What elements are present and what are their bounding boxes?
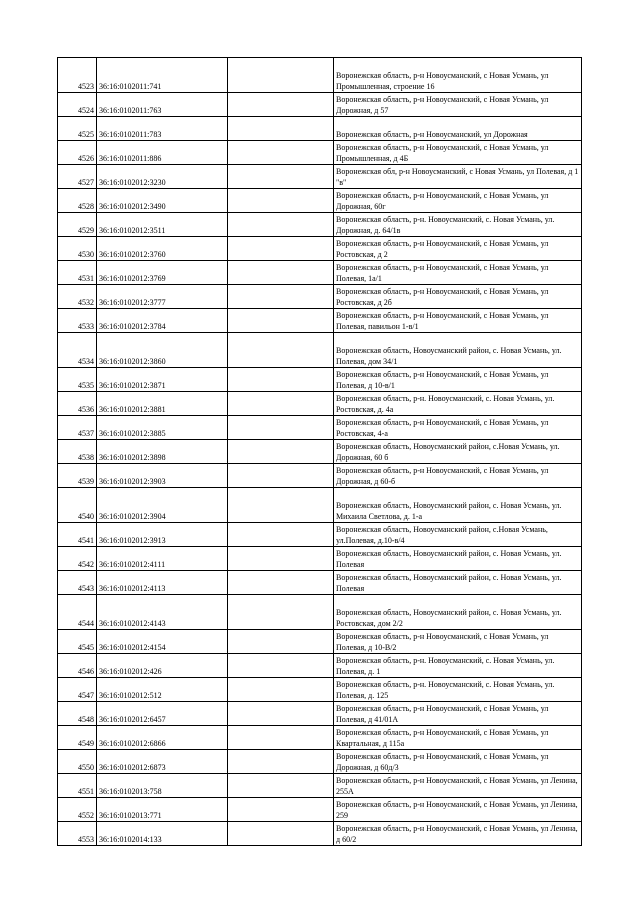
- registry-table: [57, 57, 582, 846]
- address-cell: Воронежская область, Новоусманский район, с.Новая Усмань, ул. Дорожная, 60 б: [334, 440, 582, 464]
- empty-cell: [228, 464, 334, 488]
- row-number: 4538: [58, 440, 97, 464]
- cadastral-number: 36:16:0102012:3230: [97, 165, 228, 189]
- table-row: [58, 165, 582, 189]
- empty-cell: [228, 726, 334, 750]
- address-cell: Воронежская область, р-н Новоусманский, с Новая Усмань, ул Полевая, д 10-В/2: [334, 630, 582, 654]
- table-row: [58, 488, 582, 523]
- address-cell: Воронежская область, р-н Новоусманский, с Новая Усмань, ул Ростовская, д 2б: [334, 285, 582, 309]
- cadastral-number: 36:16:0102012:6866: [97, 726, 228, 750]
- row-number: 4550: [58, 750, 97, 774]
- empty-cell: [228, 702, 334, 726]
- row-number: 4545: [58, 630, 97, 654]
- empty-cell: [228, 261, 334, 285]
- cadastral-number: 36:16:0102012:3881: [97, 392, 228, 416]
- empty-cell: [228, 571, 334, 595]
- cadastral-number: 36:16:0102012:6873: [97, 750, 228, 774]
- row-number: 4539: [58, 464, 97, 488]
- address-cell: Воронежская область, р-н Новоусманский, с Новая Усмань, ул Дорожная, д 60д/3: [334, 750, 582, 774]
- empty-cell: [228, 309, 334, 333]
- address-cell: Воронежская область, р-н Новоусманский, с Новая Усмань, ул Ленина, 255А: [334, 774, 582, 798]
- row-number: 4541: [58, 523, 97, 547]
- row-number: 4548: [58, 702, 97, 726]
- cadastral-number: 36:16:0102012:6457: [97, 702, 228, 726]
- empty-cell: [228, 189, 334, 213]
- cadastral-number: 36:16:0102014:133: [97, 822, 228, 846]
- cadastral-number: 36:16:0102012:3871: [97, 368, 228, 392]
- table-row: [58, 630, 582, 654]
- empty-cell: [228, 523, 334, 547]
- table-row: [58, 571, 582, 595]
- cadastral-number: 36:16:0102012:3777: [97, 285, 228, 309]
- empty-cell: [228, 488, 334, 523]
- row-number: 4543: [58, 571, 97, 595]
- table-row: [58, 333, 582, 368]
- address-cell: Воронежская область, р-н Новоусманский, с Новая Усмань, ул Ростовская, д 2: [334, 237, 582, 261]
- cadastral-number: 36:16:0102012:3784: [97, 309, 228, 333]
- table-row: [58, 261, 582, 285]
- empty-cell: [228, 547, 334, 571]
- empty-cell: [228, 392, 334, 416]
- empty-cell: [228, 654, 334, 678]
- empty-cell: [228, 798, 334, 822]
- row-number: 4529: [58, 213, 97, 237]
- table-row: [58, 237, 582, 261]
- address-cell: Воронежская область, р-н Новоусманский, с Новая Усмань, ул Дорожная, д 60-б: [334, 464, 582, 488]
- address-cell: Воронежская область, Новоусманский район, с.Новая Усмань, ул.Полевая, д.10-в/4: [334, 523, 582, 547]
- empty-cell: [228, 93, 334, 117]
- table-row: [58, 464, 582, 488]
- address-cell: Воронежская обл, р-н Новоусманский, с Новая Усмань, ул Полевая, д 1 "в": [334, 165, 582, 189]
- table-row: [58, 678, 582, 702]
- table-row: [58, 416, 582, 440]
- row-number: 4542: [58, 547, 97, 571]
- table-row: [58, 141, 582, 165]
- cadastral-number: 36:16:0102011:763: [97, 93, 228, 117]
- table-row: [58, 189, 582, 213]
- address-cell: Воронежская область, р-н Новоусманский, с Новая Усмань, ул Ленина, 259: [334, 798, 582, 822]
- empty-cell: [228, 237, 334, 261]
- row-number: 4549: [58, 726, 97, 750]
- row-number: 4540: [58, 488, 97, 523]
- table-row: [58, 93, 582, 117]
- address-cell: Воронежская область, Новоусманский район, с. Новая Усмань, ул. Ростовская, дом 2/2: [334, 595, 582, 630]
- address-cell: Воронежская область, р-н Новоусманский, с Новая Усмань, ул Ленина, д 60/2: [334, 822, 582, 846]
- address-cell: Воронежская область, Новоусманский район, с. Новая Усмань, ул. Полевая: [334, 547, 582, 571]
- empty-cell: [228, 630, 334, 654]
- empty-cell: [228, 774, 334, 798]
- table-row: [58, 822, 582, 846]
- empty-cell: [228, 58, 334, 93]
- cadastral-number: 36:16:0102012:3898: [97, 440, 228, 464]
- row-number: 4547: [58, 678, 97, 702]
- table-row: [58, 798, 582, 822]
- row-number: 4535: [58, 368, 97, 392]
- row-number: 4533: [58, 309, 97, 333]
- row-number: 4536: [58, 392, 97, 416]
- address-cell: Воронежская область, р-н Новоусманский, с Новая Усмань, ул Дорожная, д 57: [334, 93, 582, 117]
- address-cell: Воронежская область, р-н Новоусманский, с Новая Усмань, ул Промышленная, д 4Б: [334, 141, 582, 165]
- cadastral-number: 36:16:0102012:4113: [97, 571, 228, 595]
- cadastral-number: 36:16:0102012:512: [97, 678, 228, 702]
- row-number: 4537: [58, 416, 97, 440]
- cadastral-number: 36:16:0102012:4111: [97, 547, 228, 571]
- cadastral-number: 36:16:0102012:426: [97, 654, 228, 678]
- table-row: [58, 440, 582, 464]
- row-number: 4551: [58, 774, 97, 798]
- address-cell: Воронежская область, р-н Новоусманский, с Новая Усмань, ул Полевая, павильон 1-в/1: [334, 309, 582, 333]
- cadastral-number: 36:16:0102012:3903: [97, 464, 228, 488]
- cadastral-number: 36:16:0102012:3913: [97, 523, 228, 547]
- address-cell: Воронежская область, Новоусманский район, с. Новая Усмань, ул. Полевая, дом 34/1: [334, 333, 582, 368]
- registry-table-body: [58, 58, 582, 846]
- empty-cell: [228, 333, 334, 368]
- row-number: 4546: [58, 654, 97, 678]
- empty-cell: [228, 678, 334, 702]
- address-cell: Воронежская область, р-н Новоусманский, ул Дорожная: [334, 117, 582, 141]
- row-number: 4544: [58, 595, 97, 630]
- address-cell: Воронежская область, р-н. Новоусманский, с. Новая Усмань, ул. Ростовская, д. 4а: [334, 392, 582, 416]
- table-row: [58, 368, 582, 392]
- cadastral-number: 36:16:0102012:3885: [97, 416, 228, 440]
- cadastral-number: 36:16:0102012:3769: [97, 261, 228, 285]
- address-cell: Воронежская область, р-н Новоусманский, с Новая Усмань, ул Дорожная, 60г: [334, 189, 582, 213]
- address-cell: Воронежская область, р-н. Новоусманский, с. Новая Усмань, ул. Полевая, д. 125: [334, 678, 582, 702]
- table-row: [58, 750, 582, 774]
- table-row: [58, 595, 582, 630]
- address-cell: Воронежская область, р-н Новоусманский, с Новая Усмань, ул Промышленная, строение 16: [334, 58, 582, 93]
- address-cell: Воронежская область, р-н Новоусманский, с Новая Усмань, ул Полевая, д 41/01А: [334, 702, 582, 726]
- table-row: [58, 213, 582, 237]
- cadastral-number: 36:16:0102012:3860: [97, 333, 228, 368]
- table-row: [58, 547, 582, 571]
- address-cell: Воронежская область, р-н Новоусманский, с Новая Усмань, ул Полевая, д 10-в/1: [334, 368, 582, 392]
- cadastral-number: 36:16:0102011:886: [97, 141, 228, 165]
- table-row: [58, 309, 582, 333]
- table-row: [58, 774, 582, 798]
- table-row: [58, 523, 582, 547]
- cadastral-number: 36:16:0102012:3760: [97, 237, 228, 261]
- row-number: 4553: [58, 822, 97, 846]
- empty-cell: [228, 141, 334, 165]
- cadastral-number: 36:16:0102012:4143: [97, 595, 228, 630]
- empty-cell: [228, 285, 334, 309]
- row-number: 4524: [58, 93, 97, 117]
- cadastral-number: 36:16:0102012:3511: [97, 213, 228, 237]
- table-row: [58, 702, 582, 726]
- cadastral-number: 36:16:0102013:758: [97, 774, 228, 798]
- table-row: [58, 392, 582, 416]
- cadastral-number: 36:16:0102011:783: [97, 117, 228, 141]
- address-cell: Воронежская область, р-н Новоусманский, с Новая Усмань, ул Полевая, 1а/1: [334, 261, 582, 285]
- cadastral-number: 36:16:0102013:771: [97, 798, 228, 822]
- empty-cell: [228, 368, 334, 392]
- cadastral-number: 36:16:0102011:741: [97, 58, 228, 93]
- empty-cell: [228, 822, 334, 846]
- row-number: 4525: [58, 117, 97, 141]
- cadastral-number: 36:16:0102012:3904: [97, 488, 228, 523]
- cadastral-number: 36:16:0102012:4154: [97, 630, 228, 654]
- table-row: [58, 654, 582, 678]
- empty-cell: [228, 213, 334, 237]
- address-cell: Воронежская область, р-н Новоусманский, с Новая Усмань, ул Квартальная, д 115а: [334, 726, 582, 750]
- empty-cell: [228, 440, 334, 464]
- row-number: 4552: [58, 798, 97, 822]
- row-number: 4531: [58, 261, 97, 285]
- table-row: [58, 117, 582, 141]
- empty-cell: [228, 165, 334, 189]
- empty-cell: [228, 416, 334, 440]
- empty-cell: [228, 750, 334, 774]
- empty-cell: [228, 117, 334, 141]
- address-cell: Воронежская область, р-н Новоусманский, с Новая Усмань, ул Ростовская, 4-а: [334, 416, 582, 440]
- empty-cell: [228, 595, 334, 630]
- table-row: [58, 726, 582, 750]
- row-number: 4523: [58, 58, 97, 93]
- cadastral-number: 36:16:0102012:3490: [97, 189, 228, 213]
- row-number: 4534: [58, 333, 97, 368]
- address-cell: Воронежская область, Новоусманский район, с. Новая Усмань, ул. Михаила Светлова, д. 1-а: [334, 488, 582, 523]
- row-number: 4526: [58, 141, 97, 165]
- address-cell: Воронежская область, Новоусманский район, с. Новая Усмань, ул. Полевая: [334, 571, 582, 595]
- address-cell: Воронежская область, р-н. Новоусманский, с. Новая Усмань, ул. Полевая, д. 1: [334, 654, 582, 678]
- row-number: 4532: [58, 285, 97, 309]
- row-number: 4528: [58, 189, 97, 213]
- row-number: 4530: [58, 237, 97, 261]
- row-number: 4527: [58, 165, 97, 189]
- table-row: [58, 285, 582, 309]
- table-row: [58, 58, 582, 93]
- address-cell: Воронежская область, р-н. Новоусманский, с. Новая Усмань, ул. Дорожная, д. 64/1в: [334, 213, 582, 237]
